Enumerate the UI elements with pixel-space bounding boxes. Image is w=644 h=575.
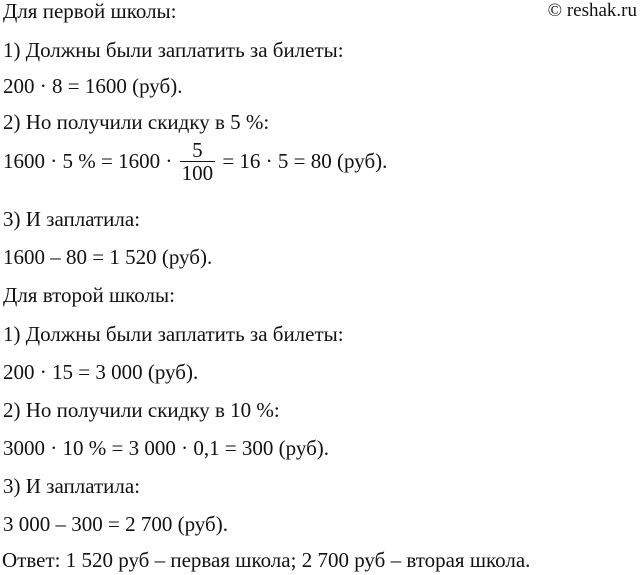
- fraction-after: = 16 · 5 = 80 (руб).: [222, 149, 388, 173]
- calc-1-first: 200 · 8 = 1600 (руб).: [3, 74, 183, 98]
- fraction-numerator: 5: [192, 137, 203, 162]
- fraction-denominator: 100: [181, 160, 214, 185]
- step-1-first: 1) Должны были заплатить за билеты:: [3, 38, 344, 62]
- calc-3-first: 1600 – 80 = 1 520 (руб).: [3, 245, 213, 269]
- step-1-second: 1) Должны были заплатить за билеты:: [3, 322, 344, 346]
- watermark: © reshak.ru: [547, 0, 637, 21]
- answer: Ответ: 1 520 руб – первая школа; 2 700 руб – вторая школа.: [2, 548, 531, 572]
- calc-2-second: 3000 · 10 % = 3 000 · 0,1 = 300 (руб).: [3, 436, 330, 460]
- heading-first-school: Для первой школы:: [3, 0, 177, 23]
- step-2-second: 2) Но получили скидку в 10 %:: [3, 398, 280, 422]
- fraction-before: 1600 · 5 % = 1600 ·: [3, 149, 173, 173]
- step-3-second: 3) И заплатила:: [3, 474, 141, 498]
- calc-2-first-fraction: [3, 132, 387, 190]
- step-3-first: 3) И заплатила:: [3, 207, 141, 231]
- fraction: [180, 139, 216, 184]
- step-2-first: 2) Но получили скидку в 5 %:: [3, 110, 270, 134]
- heading-second-school: Для второй школы:: [3, 283, 175, 307]
- calc-3-second: 3 000 – 300 = 2 700 (руб).: [3, 512, 228, 536]
- calc-1-second: 200 · 15 = 3 000 (руб).: [3, 360, 199, 384]
